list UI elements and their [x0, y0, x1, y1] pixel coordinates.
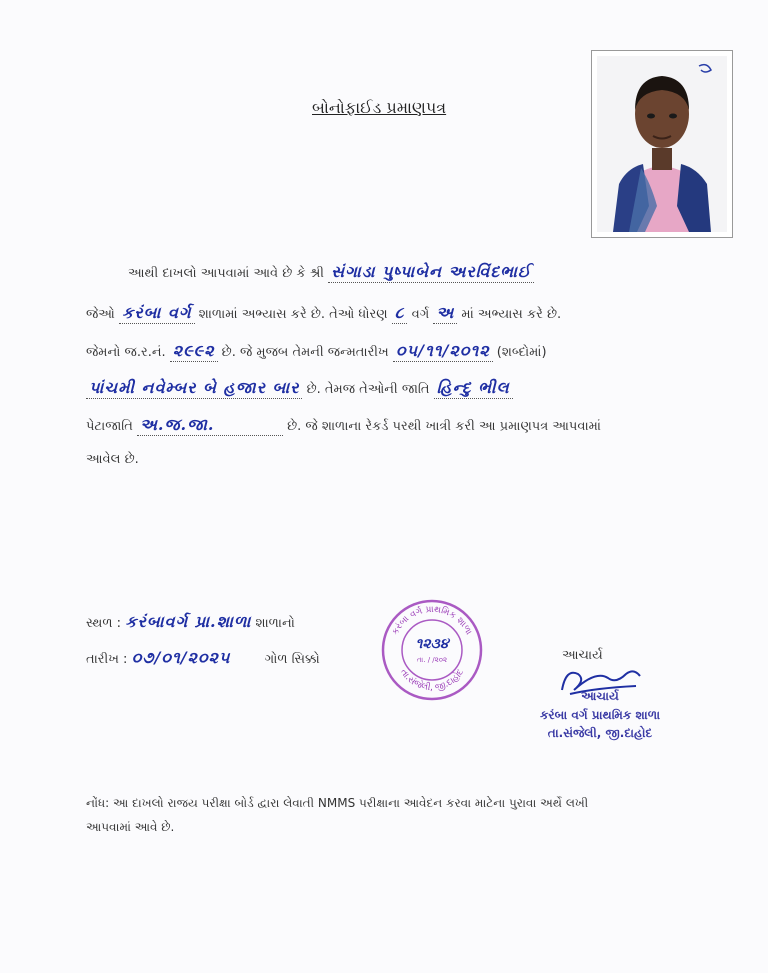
line3-suffix: (શબ્દોમાં) — [496, 345, 547, 360]
student-name: સંગાડા પુષ્પાબેન અરવિંદભાઈ — [328, 262, 534, 283]
line-name — [128, 262, 534, 283]
line-subcaste — [86, 415, 601, 436]
subcaste: અ.જ.જા. — [137, 415, 283, 436]
signature-place: તા.સંજેલી, જી.દાહોદ — [547, 726, 653, 740]
date-value: ૦૭/૦૧/૨૦૨૫ — [131, 648, 231, 667]
stamp-top-text: કરંબા વર્ગ પ્રાથમિક શાળા — [390, 604, 474, 637]
date-of-birth: ૦૫/૧૧/૨૦૧૨ — [393, 341, 493, 362]
line-dob-words — [86, 378, 513, 399]
place-value: કરંબાવર્ગ પ્રા.શાળા — [125, 612, 252, 631]
signature-school: કરંબા વર્ગ પ્રાથમિક શાળા — [539, 708, 661, 722]
page-title: બોનોફાઈડ પ્રમાણપત્ર — [312, 98, 447, 117]
principal-label: આચાર્ય — [562, 648, 603, 663]
line5-prefix: પેટાજાતિ — [86, 419, 133, 434]
stamp-small-text: તા. / /૨૦૨ — [416, 656, 448, 664]
note-line-2: આપવામાં આવે છે. — [86, 820, 175, 834]
stamp-bottom-text: તા.સંજેલી, જી.દાહોદ — [397, 667, 467, 694]
line5-suffix: છે. જે શાળાના રેકર્ડ પરથી ખાત્રી કરી આ પ્રમાણપત્ર આપવામાં — [287, 419, 601, 434]
school-name: કરંબા વર્ગ — [119, 303, 195, 324]
line-school — [86, 303, 561, 324]
date-label: તારીખ : — [86, 652, 128, 667]
school-round-stamp — [380, 598, 484, 702]
line1-prefix: આથી દાખલો આપવામાં આવે છે કે શ્રી — [128, 266, 325, 281]
dob-in-words: પાંચમી નવેમ્બર બે હજાર બાર — [86, 378, 302, 399]
line2-prefix: જેઓ — [86, 307, 115, 322]
stamp-number: ૧૨૩૪ — [415, 636, 449, 652]
signature-block — [500, 645, 700, 741]
student-portrait-image — [597, 56, 727, 232]
varg-label: વર્ગ — [411, 307, 430, 322]
signature-title: આચાર્ય — [581, 689, 619, 703]
place-label: સ્થળ : — [86, 616, 122, 631]
line4-mid: છે. તેમજ તેઓની જાતિ — [306, 382, 430, 397]
line3-mid: છે. જે મુજબ તેમની જન્મતારીખ — [221, 345, 389, 360]
note-line-1: નોંધ: આ દાખલો રાજય પરીક્ષા બોર્ડ દ્વારા લેવાતી NMMS પરીક્ષાના આવેદન કરવા માટેના પુરાવા અર્થે લખી — [86, 796, 589, 810]
line3-prefix: જેમનો જ.ર.નં. — [86, 345, 166, 360]
line2-suffix: માં અભ્યાસ કરે છે. — [461, 307, 562, 322]
date-line — [86, 648, 320, 668]
line2-mid: શાળામાં અભ્યાસ કરે છે. તેઓ ધોરણ — [198, 307, 388, 322]
varg-value: અ — [433, 303, 457, 324]
student-photo — [591, 50, 733, 238]
place-suffix: શાળાનો — [255, 616, 295, 631]
seal-label: ગોળ સિક્કો — [264, 652, 320, 667]
line-closing: આવેલ છે. — [86, 452, 139, 467]
caste: હિન્દુ ભીલ — [434, 378, 513, 399]
gr-number: ૨૯૯૨ — [170, 341, 218, 362]
standard: ૮ — [392, 303, 408, 324]
place-line — [86, 612, 295, 632]
line-gr-dob — [86, 341, 547, 362]
